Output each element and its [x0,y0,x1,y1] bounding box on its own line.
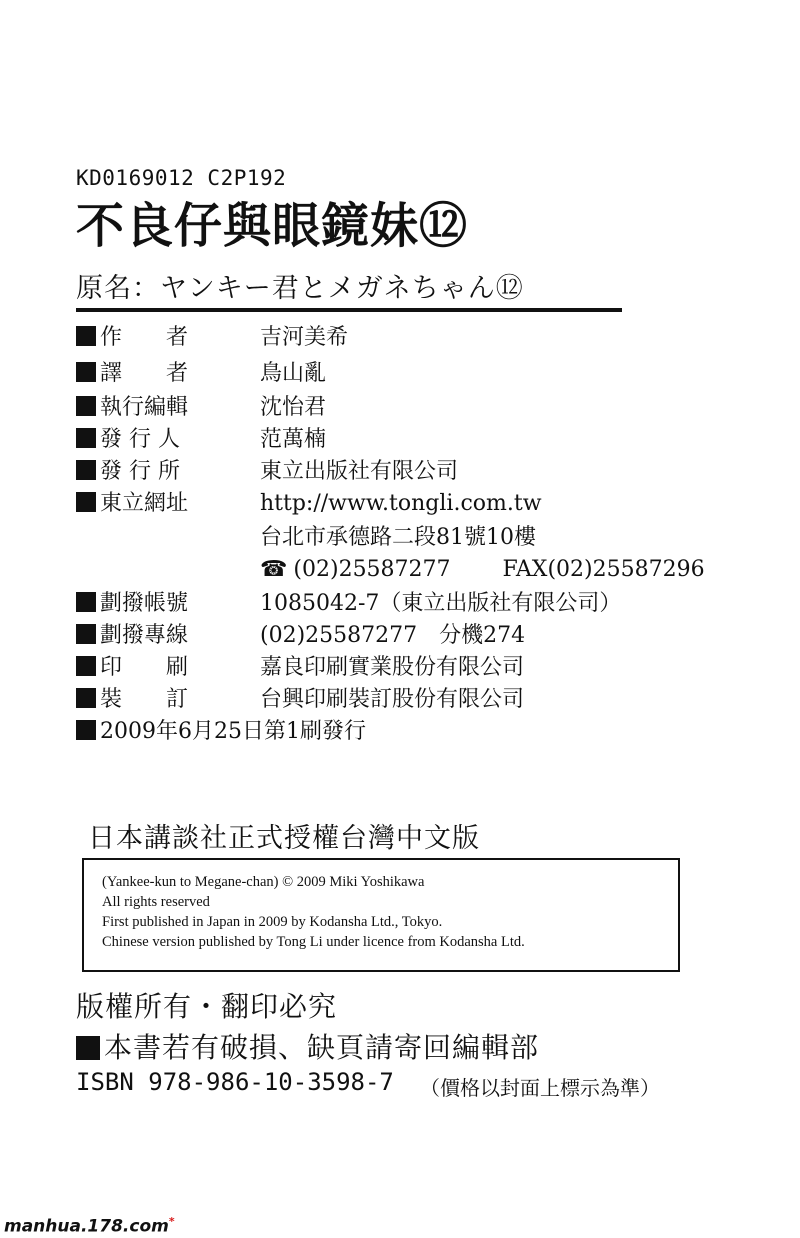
website-url: http://www.tongli.com.tw [260,491,542,516]
address: 台北市承德路二段81號10樓 [260,525,536,550]
bullet-square [76,592,96,612]
credit-label: 劃撥專線 [100,623,189,648]
credit-row-account [76,588,622,620]
credit-row-binding [76,684,525,716]
book-code: KD0169012 C2P192 [76,166,287,190]
rights-reserved: 版權所有・翻印必究 [76,990,338,1023]
divider-rule [76,308,622,312]
copyright-line: Chinese version published by Tong Li under licence from Kodansha Ltd. [102,934,525,950]
copyright-line: All rights reserved [102,894,210,910]
star-icon: * [168,1215,175,1228]
credit-label: 作 者 [100,325,189,350]
phone-number: (02)25587277 [293,557,451,582]
bullet-square [76,624,96,644]
credit-label: 東立網址 [100,491,189,516]
credit-label: 發 行 所 [100,459,180,484]
credit-label: 劃撥帳號 [100,591,189,616]
issue-date-text: 2009年6月25日第1刷發行 [100,719,366,744]
credit-row-hotline [76,620,526,652]
credit-value: 台興印刷裝訂股份有限公司 [260,687,525,712]
copyright-line: First published in Japan in 2009 by Kodansha Ltd., Tokyo. [102,914,443,930]
damage-notice-text: 本書若有破損、缺頁請寄回編輯部 [104,1031,540,1064]
isbn: ISBN 978-986-10-3598-7 [76,1068,394,1096]
bullet-square [76,460,96,480]
credit-row-editor [76,392,327,424]
credit-value: 范萬楠 [260,427,327,452]
license-heading: 日本講談社正式授權台灣中文版 [88,823,480,854]
credit-row-publisher [76,456,459,488]
copyright-box [82,858,680,972]
credit-value: 嘉良印刷實業股份有限公司 [260,655,525,680]
bullet-square [76,656,96,676]
credit-row-translator [76,358,327,390]
copyright-line: (Yankee-kun to Megane-chan) © 2009 Miki Yoshikawa [102,874,425,890]
site-watermark [4,1215,175,1237]
credit-row-website [76,488,542,520]
bullet-square [76,720,96,740]
credit-value: 東立出版社有限公司 [260,459,459,484]
credit-row-printing [76,652,525,684]
credit-row-author [76,322,349,354]
bullet-square [76,362,96,382]
original-title: 原名：ヤンキー君とメガネちゃん⑫ [76,273,524,304]
credit-value: 鳥山亂 [260,361,327,386]
phone-fax [260,554,705,586]
damage-notice [76,1026,539,1066]
credit-label: 印 刷 [100,655,189,680]
bullet-square [76,428,96,448]
bullet-square [76,1036,100,1060]
credit-label: 發 行 人 [100,427,180,452]
credit-value: (02)25587277 分機274 [260,623,526,648]
bullet-square [76,396,96,416]
credit-label: 譯 者 [100,361,189,386]
fax-number: FAX(02)25587296 [502,557,705,582]
credit-label: 執行編輯 [100,395,189,420]
credit-value: 1085042-7（東立出版社有限公司） [260,591,622,616]
bullet-square [76,688,96,708]
bullet-square [76,492,96,512]
bullet-square [76,326,96,346]
price-note: （價格以封面上標示為準） [420,1076,660,1100]
watermark-text: manhua.178.com [4,1216,169,1237]
credit-value: 沈怡君 [260,395,327,420]
telephone-icon: ☎ [260,557,288,582]
book-title: 不良仔與眼鏡妹⑫ [76,198,469,254]
issue-date [76,716,366,748]
credit-label: 裝 訂 [100,687,189,712]
credit-row-publisher-person [76,424,327,456]
credit-value: 吉河美希 [260,325,349,350]
